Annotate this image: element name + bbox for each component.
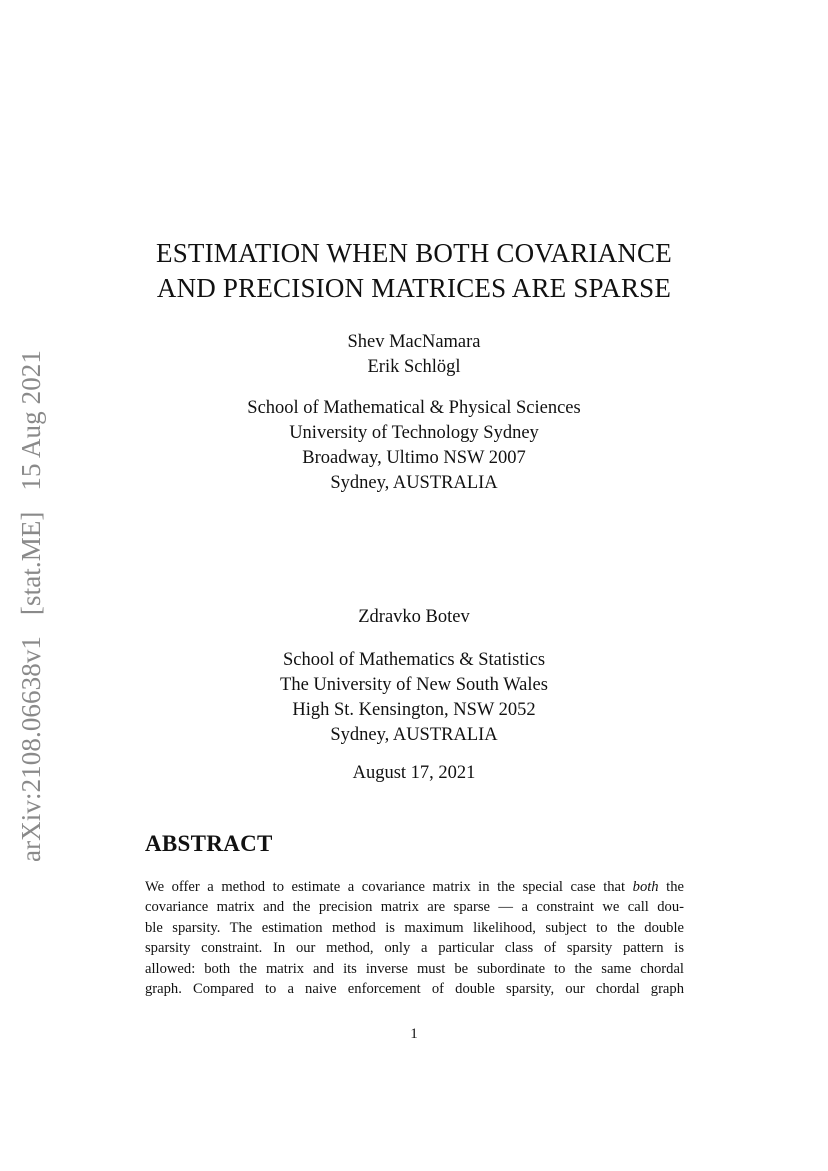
title-line-2: AND PRECISION MATRICES ARE SPARSE (156, 273, 672, 303)
affiliation-line: High St. Kensington, NSW 2052 (292, 700, 536, 720)
date-text: August 17, 2021 (352, 763, 476, 783)
abstract-heading: ABSTRACT (145, 831, 273, 856)
abstract-line: sparsity constraint. In our method, only a particular class of sparsity pattern is (145, 940, 684, 957)
affiliation-line: Sydney, AUSTRALIA (330, 725, 498, 745)
author-block-1 (0, 330, 828, 380)
affiliation-line: School of Mathematics & Statistics (282, 650, 546, 670)
affiliation-line: Broadway, Ultimo NSW 2007 (302, 448, 526, 468)
arxiv-category: [stat.ME] (16, 511, 46, 616)
author-name: Zdravko Botev (358, 607, 470, 627)
affiliation-block-1 (0, 396, 828, 496)
abstract-line: allowed: both the matrix and its inverse must be subordinate to the same chordal (145, 960, 684, 977)
affiliation-line: The University of New South Wales (280, 675, 548, 695)
author-name: Shev MacNamara (347, 332, 481, 352)
abstract-emphasis: both (632, 879, 659, 895)
abstract-text: the (658, 879, 684, 895)
arxiv-id: arXiv:2108.06638v1 (16, 635, 46, 862)
abstract-line: covariance matrix and the precision matrix are sparse — a constraint we call dou- (145, 899, 684, 916)
page-number: 1 (410, 1026, 418, 1042)
abstract-text: We offer a method to estimate a covariance matrix in the special case that (145, 879, 633, 895)
affiliation-block-2 (0, 648, 828, 748)
abstract-line: ble sparsity. The estimation method is maximum likelihood, subject to the double (145, 919, 684, 936)
author-block-2 (0, 605, 828, 630)
abstract-body (145, 877, 684, 999)
paper-title (0, 236, 828, 306)
abstract-line: graph. Compared to a naive enforcement of double sparsity, our chordal graph (145, 980, 684, 997)
title-line-1: ESTIMATION WHEN BOTH COVARIANCE (156, 238, 672, 268)
affiliation-line: Sydney, AUSTRALIA (330, 473, 498, 493)
affiliation-line: University of Technology Sydney (289, 423, 539, 443)
arxiv-date: 15 Aug 2021 (16, 350, 46, 491)
affiliation-line: School of Mathematical & Physical Sciences (247, 398, 581, 418)
paper-date (0, 761, 828, 786)
author-name: Erik Schlögl (367, 357, 461, 377)
abstract-line (145, 877, 684, 897)
